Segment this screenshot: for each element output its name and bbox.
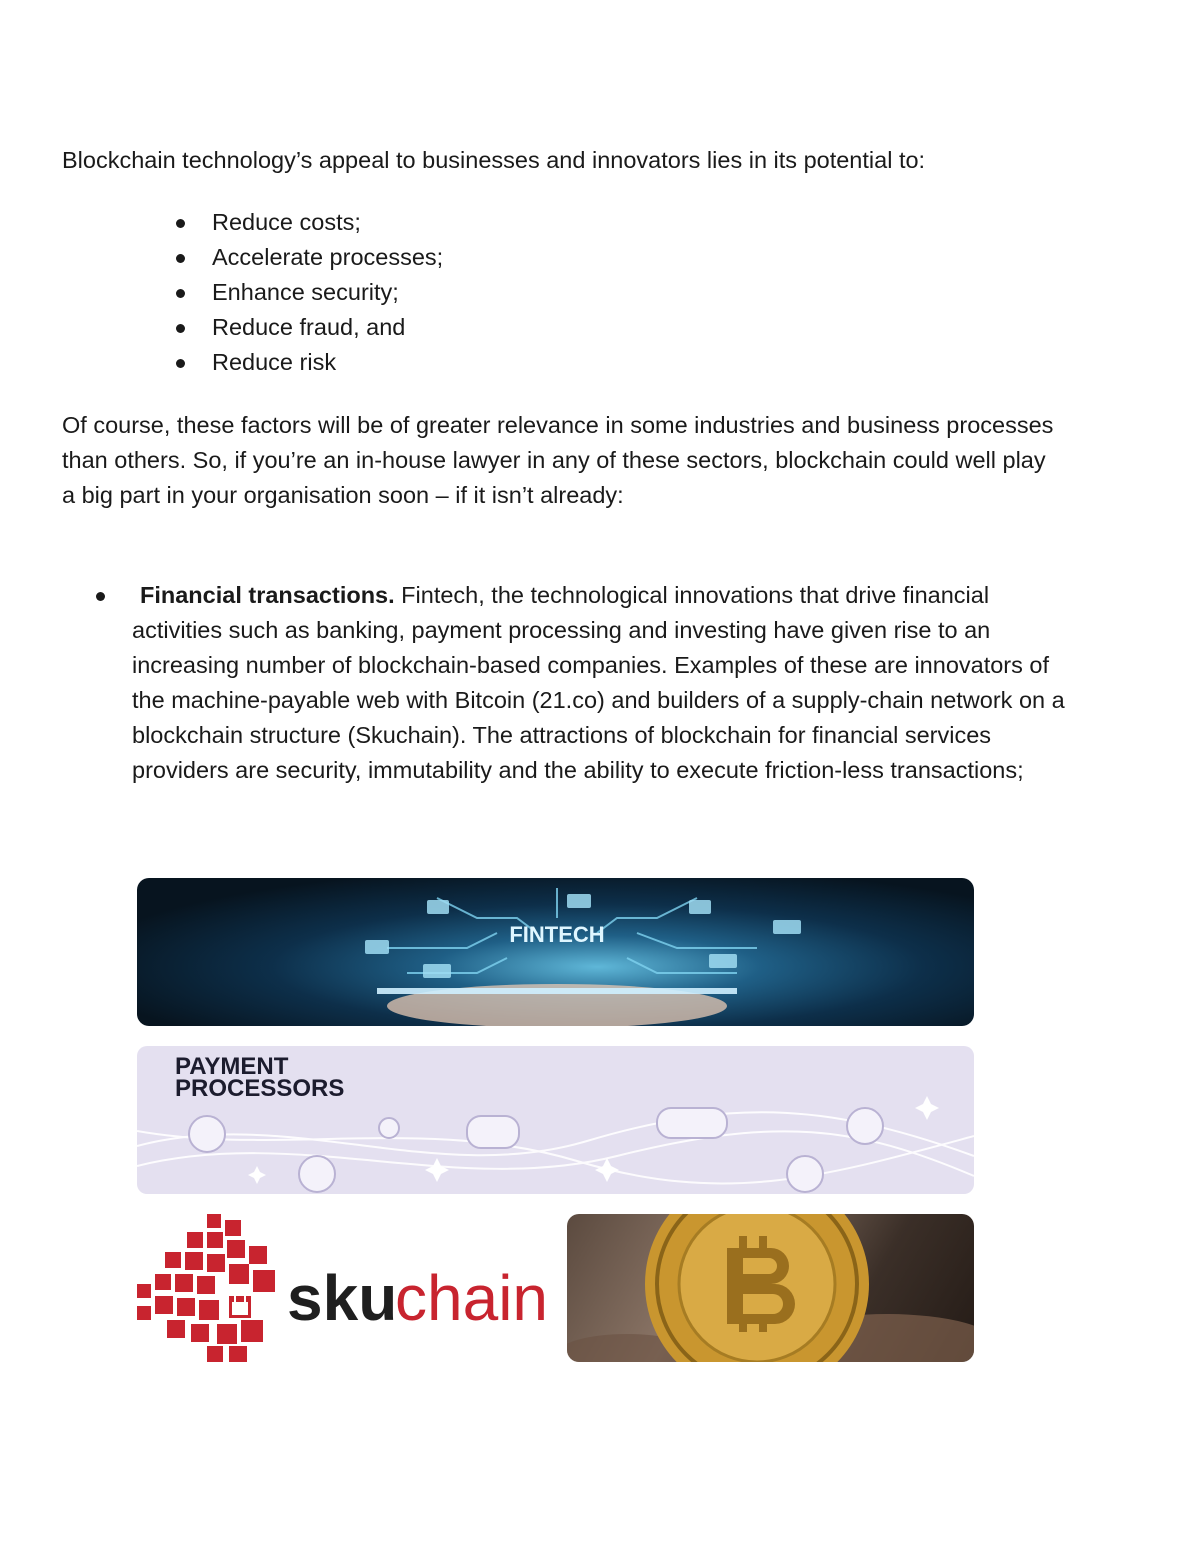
bitcoin-image	[567, 1214, 974, 1362]
skuchain-logo	[137, 1212, 547, 1364]
fintech-label: FINTECH	[509, 922, 605, 947]
payment-title-line2: PROCESSORS	[175, 1075, 345, 1102]
list-item: Reduce fraud, and	[212, 310, 443, 345]
skuchain-chain-text: chain	[395, 1262, 547, 1334]
sectors-list	[132, 578, 1082, 788]
payment-title-line1: PAYMENT	[175, 1053, 289, 1080]
list-item: Reduce costs;	[212, 205, 443, 240]
fintech-image	[137, 878, 974, 1026]
sector-text: Fintech, the technological innovations that drive financial activities such as banking, payment processing and investing have given rise to an increasing number of blockchain-based companies. Examples of these are innovators of the machine-payable web with Bitcoin (21.co) and builders of a supply-chain network on a blockchain structure (Skuchain). The attractions of blockchain for financial services providers are security, immutability and the ability to execute friction-less transactions;	[132, 582, 1065, 783]
intro-paragraph: Blockchain technology’s appeal to businesses and innovators lies in its potential to:	[62, 147, 926, 173]
bitcoin-graphic	[567, 1214, 974, 1362]
skuchain-graphic	[137, 1212, 547, 1364]
list-item: Enhance security;	[212, 275, 443, 310]
sector-title: Financial transactions.	[140, 582, 395, 608]
payment-processors-image	[137, 1046, 974, 1194]
payment-graphic	[137, 1046, 974, 1194]
fintech-graphic	[137, 878, 974, 1026]
sector-item	[132, 578, 1082, 788]
list-item: Accelerate processes;	[212, 240, 443, 275]
potential-list	[212, 205, 443, 380]
relevance-paragraph: Of course, these factors will be of greater relevance in some industries and business processes than others. So, if you’re an in-house lawyer in any of these sectors, blockchain could well play a big part in your organisation soon – if it isn’t already:	[62, 412, 1054, 508]
list-item: Reduce risk	[212, 345, 443, 380]
skuchain-sku-text: sku	[287, 1262, 398, 1334]
